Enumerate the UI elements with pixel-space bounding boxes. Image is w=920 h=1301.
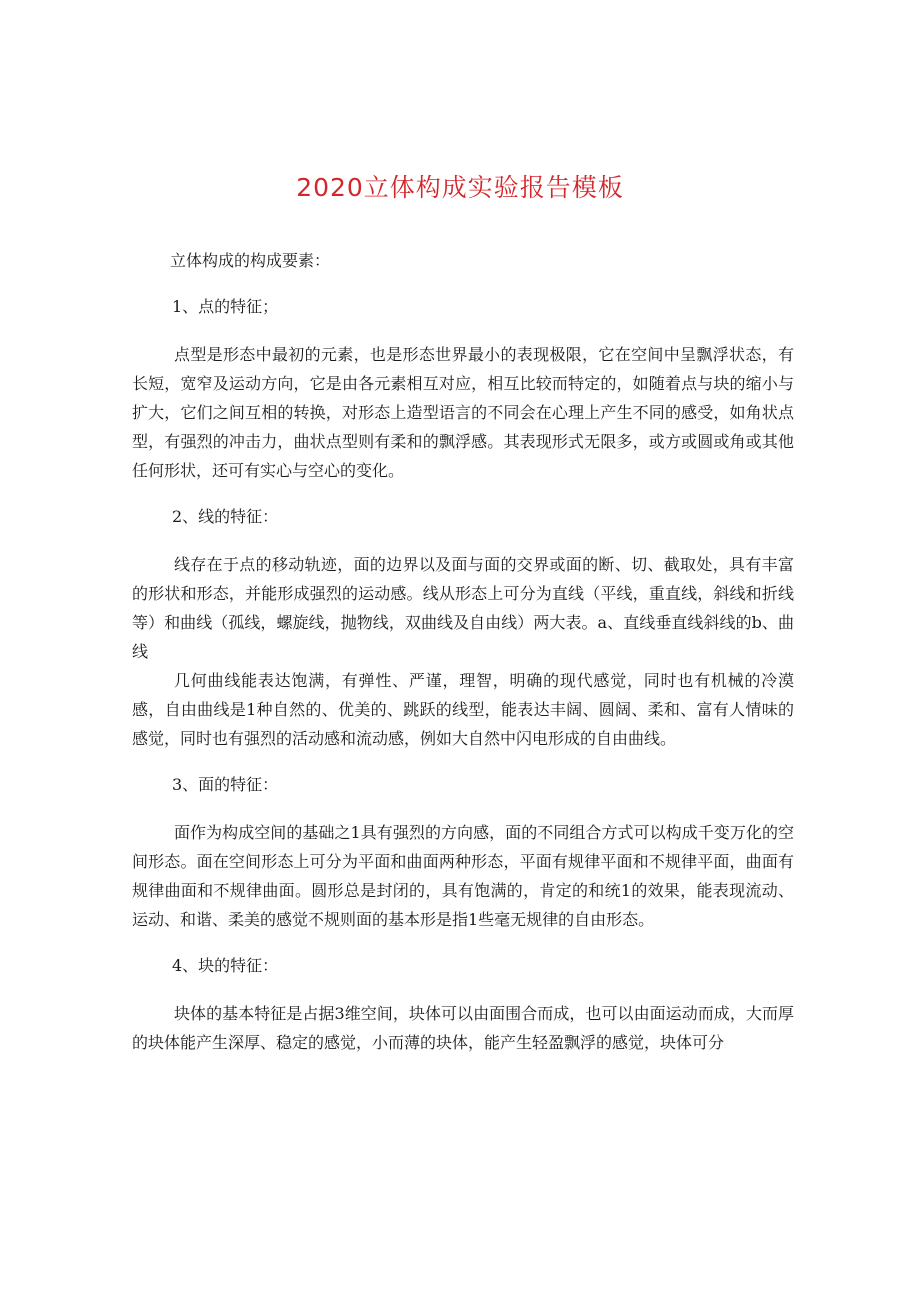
document-title: 2020立体构成实验报告模板 xyxy=(296,173,624,202)
document-body xyxy=(132,246,794,1057)
section-paragraph-plane: 面作为构成空间的基础之1具有强烈的方向感，面的不同组合方式可以构成千变万化的空间形态。面在空间形态上可分为平面和曲面两种形态，平面有规律平面和不规律平面，曲面有规律曲面和不规律曲面。圆形总是封闭的，具有饱满的，肯定的和统1的效果，能表现流动、运动、和谐、柔美的感觉不规则面的基本形是指1些毫无规律的自由形态。 xyxy=(132,823,794,929)
section-heading-line: 2、线的特征： xyxy=(172,507,279,526)
section-paragraph-block: 块体的基本特征是占据3维空间，块体可以由面围合而成，也可以由面运动而成，大而厚的块体能产生深厚、稳定的感觉，小而薄的块体，能产生轻盈飘浮的感觉，块体可分 xyxy=(132,1004,794,1052)
section-heading-block: 4、块的特征： xyxy=(172,956,279,975)
section-heading-point: 1、点的特征； xyxy=(172,297,279,316)
section-paragraph-line-1: 线存在于点的移动轨迹，面的边界以及面与面的交界或面的断、切、截取处，具有丰富的形状和形态，并能形成强烈的运动感。线从形态上可分为直线（平线，重直线，斜线和折线等）和曲线（孤线，螺旋线，抛物线，双曲线及自由线）两大表。a、直线垂直线斜线的b、曲线 xyxy=(132,555,794,661)
section-paragraph-line-2: 几何曲线能表达饱满，有弹性、严谨，理智，明确的现代感觉，同时也有机械的冷漠感，自由曲线是1种自然的、优美的、跳跃的线型，能表达丰阔、圆阔、柔和、富有人情味的感觉，同时也有强烈的活动感和流动感，例如大自然中闪电形成的自由曲线。 xyxy=(132,671,794,748)
section-heading-plane: 3、面的特征： xyxy=(172,775,279,794)
intro-line: 立体构成的构成要素： xyxy=(170,251,331,270)
section-paragraph-point: 点型是形态中最初的元素，也是形态世界最小的表现极限，它在空间中呈飘浮状态，有长短，宽窄及运动方向，它是由各元素相互对应，相互比较而特定的，如随着点与块的缩小与扩大，它们之间互相的转换，对形态上造型语言的不同会在心理上产生不同的感受，如角状点型，有强烈的冲击力，曲状点型则有柔和的飘浮感。其表现形式无限多，或方或圆或角或其他任何形状，还可有实心与空心的变化。 xyxy=(132,345,794,480)
